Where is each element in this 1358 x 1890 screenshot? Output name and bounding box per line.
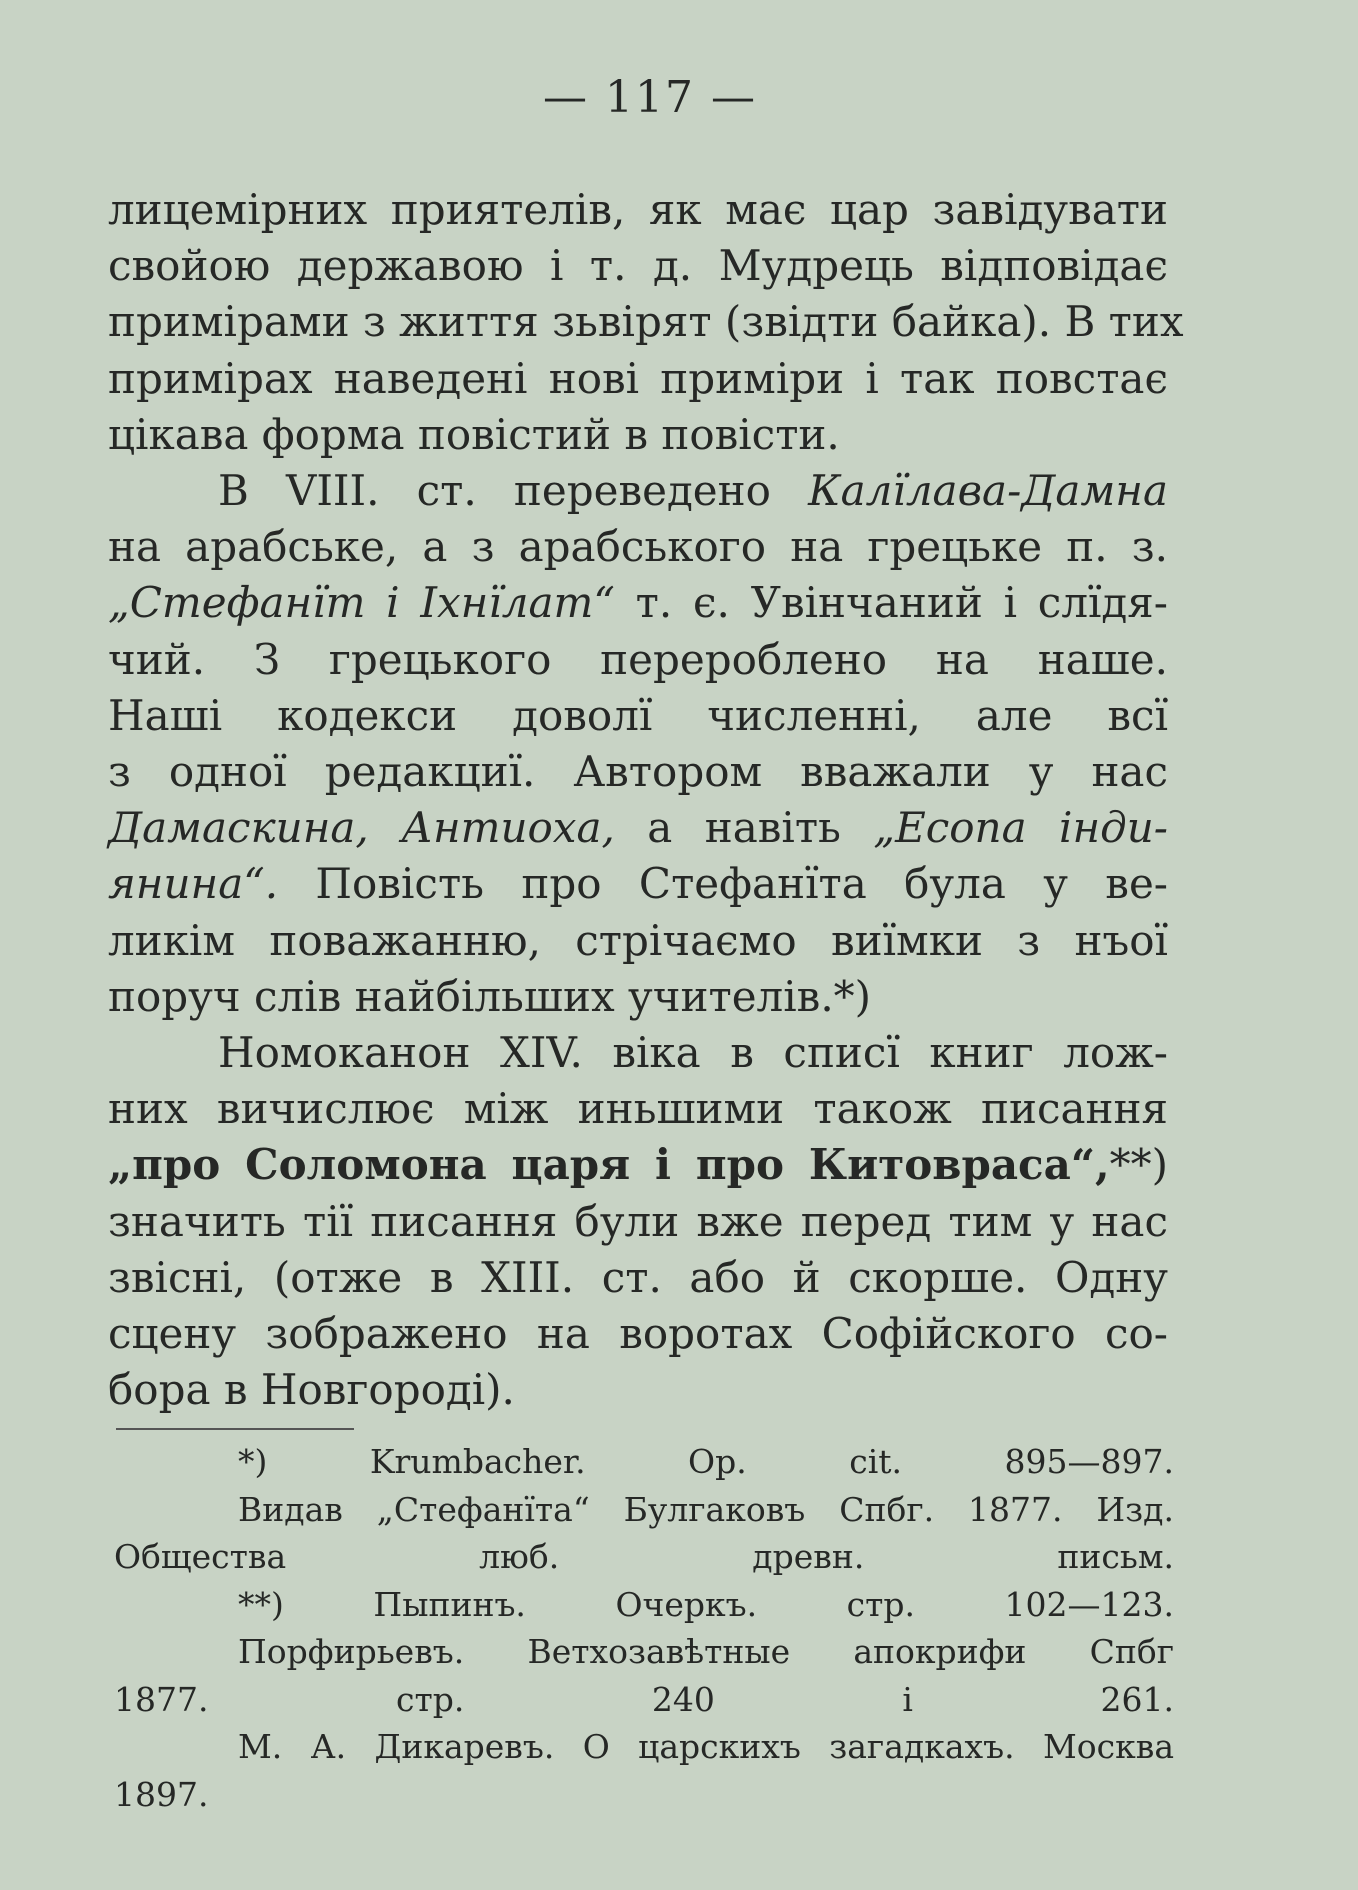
- text-line: [108, 463, 1168, 519]
- text-line: ликім поважанню, стрічаємо виїмки з нъої: [108, 915, 1168, 965]
- footnotes: [114, 1438, 1174, 1818]
- paragraph-1: [108, 182, 1184, 463]
- text-line: Наші кодекси доволї численні, але всї: [108, 690, 1168, 740]
- italic-names: Дамаскина, Антиоха,: [108, 803, 615, 853]
- footnote-marker: **): [1109, 1140, 1168, 1190]
- footnote-line: М. А. Дикаревъ. О царскихъ загадкахъ. Москва: [238, 1727, 1174, 1766]
- footnote-line: **) Пыпинъ. Очеркъ. стр. 102—123.: [238, 1584, 1174, 1624]
- italic-title: янина“.: [108, 859, 279, 909]
- text-line: чий. З грецького перероблено на наше.: [108, 634, 1168, 684]
- text-line: Номоканон XIV. віка в списї книг лож-: [218, 1028, 1168, 1078]
- footnote-line: 1877. стр. 240 і 261.: [114, 1679, 1174, 1719]
- italic-title: „Есопа інди-: [873, 803, 1168, 853]
- text-run: т. є. Увінчаний і слїдя-: [614, 578, 1168, 628]
- paragraph-2: [108, 463, 1168, 1025]
- text-line: примірами з життя зьвірят (звідти байка). В тих: [108, 297, 1184, 347]
- bold-title: „про Соломона царя і про Китовраса“,: [108, 1140, 1110, 1190]
- text-line: примірах наведені нові приміри і так повстає: [108, 353, 1168, 403]
- footnote-line: Порфирьевъ. Ветхозавѣтные апокрифи Спбг: [238, 1632, 1174, 1671]
- text-line: [108, 575, 1168, 631]
- text-run: а навіть: [614, 803, 874, 853]
- main-text: [108, 182, 1184, 1418]
- italic-title: Калїлава-Дамна: [808, 466, 1168, 516]
- footnote-line: Общества люб. древн. письм.: [114, 1537, 1174, 1576]
- text-line: бора в Новгороді).: [108, 1365, 515, 1415]
- italic-title: „Стефанїт і Ixнїлат“: [108, 578, 615, 628]
- footnote-line: 1897.: [114, 1774, 209, 1814]
- footnote-line: *) Krumbacher. Op. cit. 895—897.: [238, 1442, 1174, 1481]
- text-line: свойою державою і т. д. Мудрець відповідає: [108, 241, 1168, 291]
- text-line: [108, 800, 1168, 856]
- paragraph-3: [108, 1025, 1168, 1418]
- text-line: [108, 1137, 1168, 1193]
- page-number: — 117 —: [543, 72, 757, 123]
- text-line: них вичислює між иньшими також писання: [108, 1084, 1168, 1134]
- text-line: цікава форма повістий в повісти.: [108, 409, 840, 459]
- text-line: на арабське, а з арабського на грецьке п. з.: [108, 522, 1168, 572]
- footnote-divider: [116, 1428, 354, 1430]
- text-run: Повість про Стефанїта була у ве-: [278, 859, 1168, 909]
- text-line: сцену зображено на воротах Софійского со-: [108, 1309, 1168, 1359]
- text-line: з одної редакциї. Автором вважали у нас: [108, 747, 1168, 797]
- text-line: [108, 856, 1168, 912]
- text-line: поруч слів найбільших учителів.*): [108, 971, 872, 1021]
- footnote-line: Видав „Стефанїта“ Булгаковъ Спбг. 1877. Изд.: [238, 1489, 1174, 1529]
- text-line: значить тії писання були вже перед тим у нас: [108, 1196, 1168, 1246]
- text-line: лицемірних приятелів, як має цар завідувати: [108, 185, 1168, 234]
- text-line: звісні, (отже в XIII. ст. або й скорше. Одну: [108, 1252, 1168, 1302]
- text-run: В VIII. ст. переведено: [218, 466, 809, 516]
